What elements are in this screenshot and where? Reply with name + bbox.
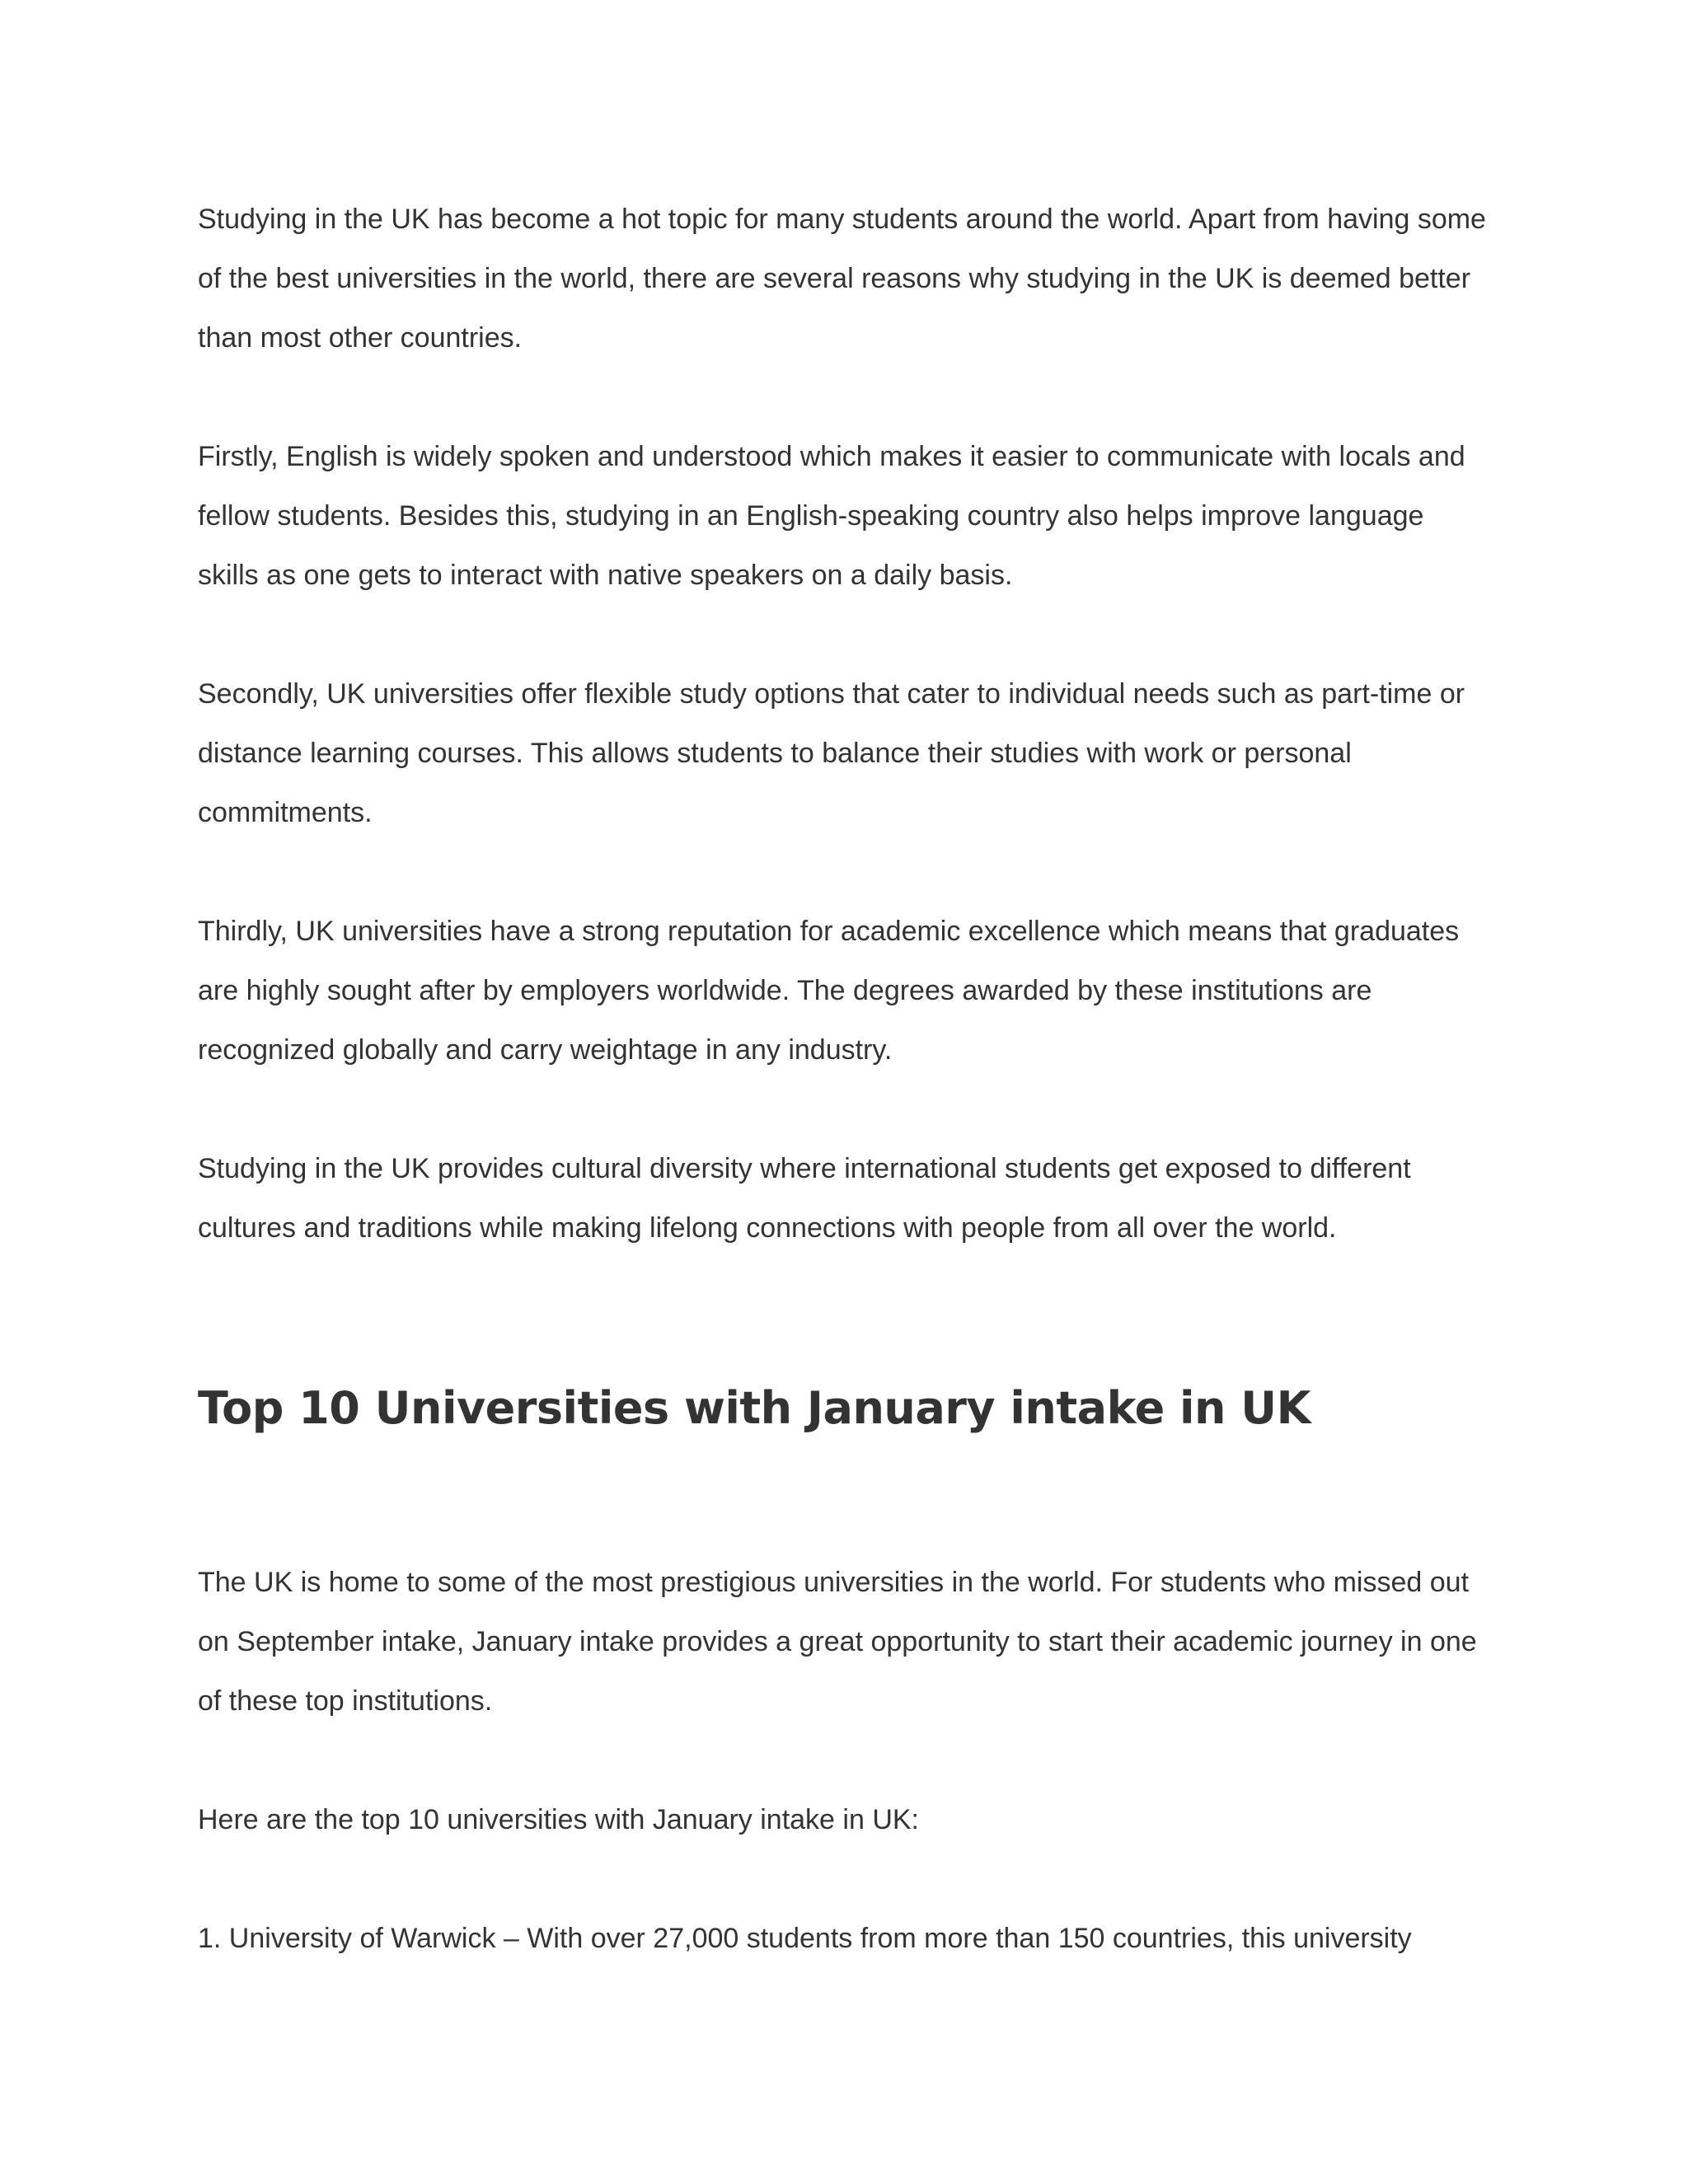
list-item-1: 1. University of Warwick – With over 27,000 students from more than 150 countries, this university	[198, 1923, 1412, 1954]
section-paragraph-2: Here are the top 10 universities with January intake in UK:	[198, 1804, 920, 1835]
intro-paragraph-4: Thirdly, UK universities have a strong reputation for academic excellence which means that graduates are highly sought after by employers worldwide. The degrees awarded by these institutions are recognized globally and carry weightage in any industry.	[198, 916, 1460, 1066]
section-heading: Top 10 Universities with January intake in UK	[198, 1382, 1311, 1434]
intro-paragraph-5: Studying in the UK provides cultural diversity where international students get exposed to different cultures and traditions while making lifelong connections with people from all over the world.	[198, 1153, 1411, 1244]
intro-paragraph-2: Firstly, English is widely spoken and understood which makes it easier to communicate with locals and fellow students. Besides this, studying in an English-speaking country also helps improve language skills as one gets to interact with native speakers on a daily basis.	[198, 441, 1465, 591]
section-paragraph-1: The UK is home to some of the most prestigious universities in the world. For students who missed out on September intake, January intake provides a great opportunity to start their academic journey in one of these top institutions.	[198, 1567, 1477, 1717]
intro-paragraph-1: Studying in the UK has become a hot topic for many students around the world. Apart from having some of the best universities in the world, there are several reasons why studying in the UK is deemed better than most other countries.	[198, 204, 1486, 354]
intro-paragraph-3: Secondly, UK universities offer flexible study options that cater to individual needs such as part-time or distance learning courses. This allows students to balance their studies with work or personal commitments.	[198, 678, 1465, 828]
document-body	[198, 190, 1492, 2027]
